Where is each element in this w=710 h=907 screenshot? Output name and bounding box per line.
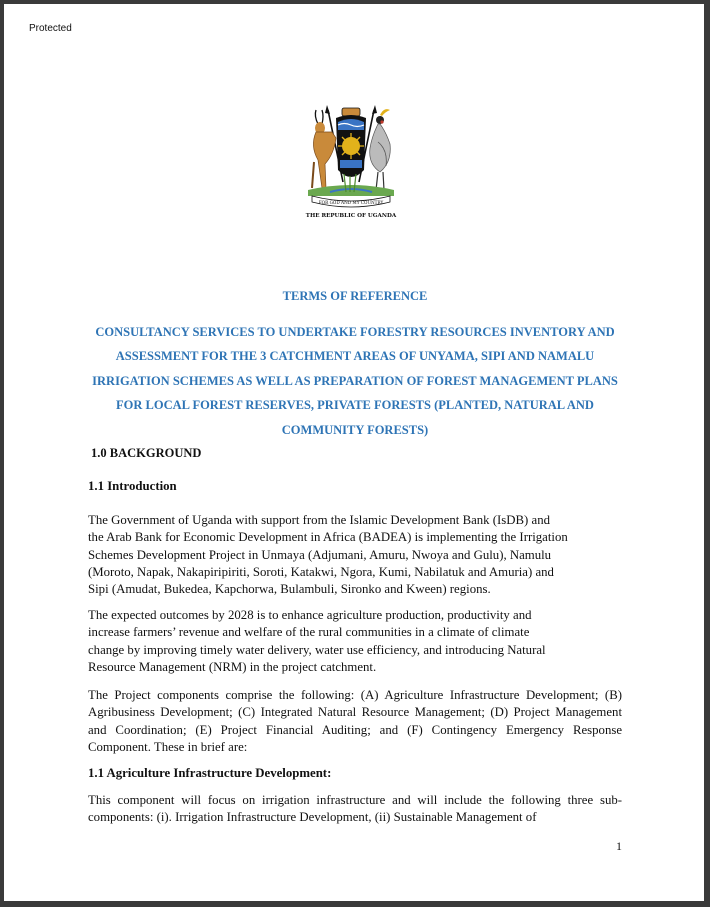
section-heading-agriculture-infrastructure: 1.1 Agriculture Infrastructure Development: [88, 766, 332, 780]
section-heading-introduction: 1.1 Introduction [88, 479, 177, 493]
motto-text: FOR GOD AND MY COUNTRY [318, 200, 384, 205]
uganda-coat-of-arms [300, 102, 402, 218]
paragraph-line: The Government of Uganda with support from the Islamic Development Bank (IsDB) and [88, 513, 550, 527]
paragraph-line: Resource Management (NRM) in the project catchment. [88, 659, 377, 674]
paragraph-line: change by improving timely water delivery, water use efficiency, and introducing Natural [88, 642, 546, 657]
document-headings [64, 284, 646, 442]
page-number: 1 [616, 839, 622, 853]
title-line: ASSESSMENT FOR THE 3 CATCHMENT AREAS OF UNYAMA, SIPI AND NAMALU [115, 349, 595, 364]
terms-of-reference-title: TERMS OF REFERENCE [282, 289, 428, 303]
coat-of-arms-icon [300, 102, 402, 218]
title-line: IRRIGATION SCHEMES AS WELL AS PREPARATION OF FOREST MANAGEMENT PLANS [92, 373, 618, 388]
paragraph-line: the Arab Bank for Economic Development in Africa (BADEA) is implementing the Irrigation [88, 530, 568, 545]
paragraph-line: increase farmers’ revenue and welfare of the rural communities in a climate of climate [88, 625, 530, 640]
classification-label: Protected [29, 23, 72, 34]
paragraph-government-support [88, 512, 622, 598]
title-line: CONSULTANCY SERVICES TO UNDERTAKE FORESTRY RESOURCES INVENTORY AND [95, 325, 615, 339]
title-line: COMMUNITY FORESTS) [281, 422, 429, 437]
title-line: FOR LOCAL FOREST RESERVES, PRIVATE FORESTS (PLANTED, NATURAL AND [116, 398, 594, 413]
paragraph-line: Schemes Development Project in Unmaya (Adjumani, Amuru, Nwoya and Gulu), Namulu [88, 547, 552, 562]
paragraph-line: (Moroto, Napak, Nakapiripiriti, Soroti, Katakwi, Ngora, Kumi, Nabilatuk and Amuria) and [88, 564, 554, 579]
paragraph-component-focus: This component will focus on irrigation infrastructure and will include the following three sub-components: (i). Irrigation Infrastructure Development, (ii) Sustainable Management of [88, 793, 622, 825]
paragraph-line: The expected outcomes by 2028 is to enhance agriculture production, productivity and [88, 608, 532, 622]
consultancy-title [64, 320, 646, 442]
republic-caption: THE REPUBLIC OF UGANDA [305, 213, 397, 218]
section-heading-background: 1.0 BACKGROUND [91, 446, 202, 460]
paragraph-line: Sipi (Amudat, Bukedea, Kapchorwa, Bulambuli, Sironko and Kween) regions. [88, 582, 491, 597]
paragraph-expected-outcomes [88, 607, 622, 676]
paragraph-project-components: The Project components comprise the following: (A) Agriculture Infrastructure Development; (B) Agribusiness Development; (C) Integrated Natural Resource Management; (D) Project Management and Coordination; (E) Project Financial Auditing; and (F) Contingency Emergency Response Component. These in brief are: [88, 688, 622, 754]
document-page [4, 4, 704, 901]
